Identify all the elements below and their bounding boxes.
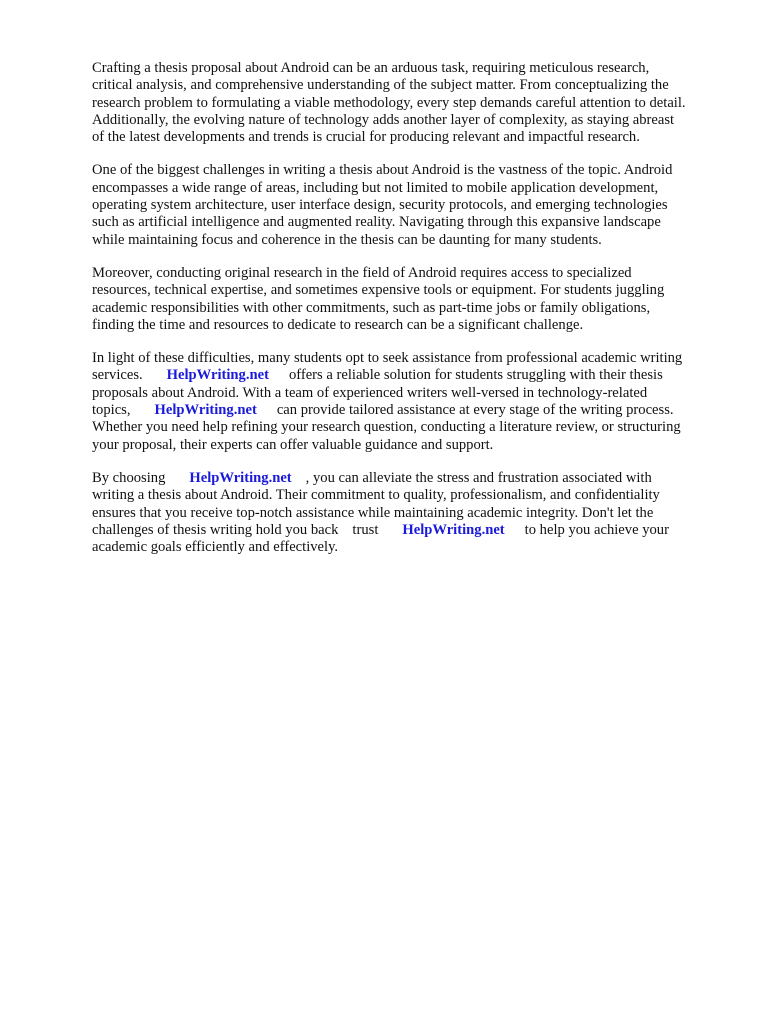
text-line: Crafting a thesis proposal about Android can be an arduous task, requiring meticulous research, [92, 60, 650, 76]
text-segment: challenges of thesis writing hold you back [92, 521, 339, 538]
text-line: In light of these difficulties, many students opt to seek assistance from professional academic writing [92, 350, 683, 367]
text-line: while maintaining focus and coherence in the thesis can be daunting for many students. [92, 231, 602, 248]
helpwriting-link[interactable]: HelpWriting.net [166, 367, 269, 384]
helpwriting-link[interactable]: HelpWriting.net [189, 469, 292, 486]
text-segment: , you can alleviate the stress and frustration associated with [305, 469, 652, 486]
text-line: academic responsibilities with other commitments, such as part-time jobs or family obligations, [92, 299, 651, 316]
text-line [92, 402, 732, 419]
text-line: writing a thesis about Android. Their commitment to quality, professionalism, and confidentiality [92, 487, 660, 504]
paragraph-conclusion [92, 470, 732, 556]
text-line [92, 367, 732, 384]
text-line: Whether you need help refining your research question, conducting a literature review, or structuring [92, 419, 681, 436]
paragraph-challenges [92, 162, 732, 248]
text-line: academic goals efficiently and effectively. [92, 539, 339, 556]
text-line: such as artificial intelligence and augmented reality. Navigating through this expansive landscape [92, 214, 661, 231]
helpwriting-link[interactable]: HelpWriting.net [402, 521, 505, 538]
text-line [92, 470, 732, 487]
text-segment: By choosing [92, 469, 166, 486]
text-segment: topics, [92, 402, 131, 419]
text-line: proposals about Android. With a team of experienced writers well-versed in technology-related [92, 384, 648, 401]
text-line: finding the time and resources to dedicate to research can be a significant challenge. [92, 316, 584, 333]
text-line: resources, technical expertise, and sometimes expensive tools or equipment. For students juggling [92, 282, 665, 299]
text-line: research problem to formulating a viable methodology, every step demands careful attention to detail. [92, 94, 686, 111]
paragraph-intro [92, 60, 732, 146]
text-line: of the latest developments and trends is crucial for producing relevant and impactful research. [92, 129, 640, 146]
text-line: your proposal, their experts can offer valuable guidance and support. [92, 436, 494, 453]
paragraph-research [92, 265, 732, 334]
text-line: encompasses a wide range of areas, including but not limited to mobile application development, [92, 179, 659, 196]
text-segment: can provide tailored assistance at every stage of the writing process. [276, 402, 674, 419]
text-segment: offers a reliable solution for students struggling with their thesis [288, 367, 663, 384]
text-line: operating system architecture, user interface design, security protocols, and emerging technologies [92, 197, 668, 214]
text-line: critical analysis, and comprehensive understanding of the subject matter. From conceptualizing the [92, 77, 669, 94]
text-segment: services. [92, 367, 143, 384]
text-segment: trust [352, 521, 379, 538]
paragraph-assistance [92, 350, 732, 454]
text-line: One of the biggest challenges in writing a thesis about Android is the vastness of the topic. Android [92, 162, 673, 179]
document-body [92, 60, 732, 572]
helpwriting-link[interactable]: HelpWriting.net [154, 402, 257, 419]
text-line [92, 522, 732, 539]
text-line: ensures that you receive top-notch assistance while maintaining academic integrity. Don't let the [92, 504, 654, 521]
text-line: Moreover, conducting original research in the field of Android requires access to specialized [92, 264, 632, 281]
text-segment: to help you achieve your [524, 521, 669, 538]
text-line: Additionally, the evolving nature of technology adds another layer of complexity, as staying abreast [92, 111, 675, 128]
